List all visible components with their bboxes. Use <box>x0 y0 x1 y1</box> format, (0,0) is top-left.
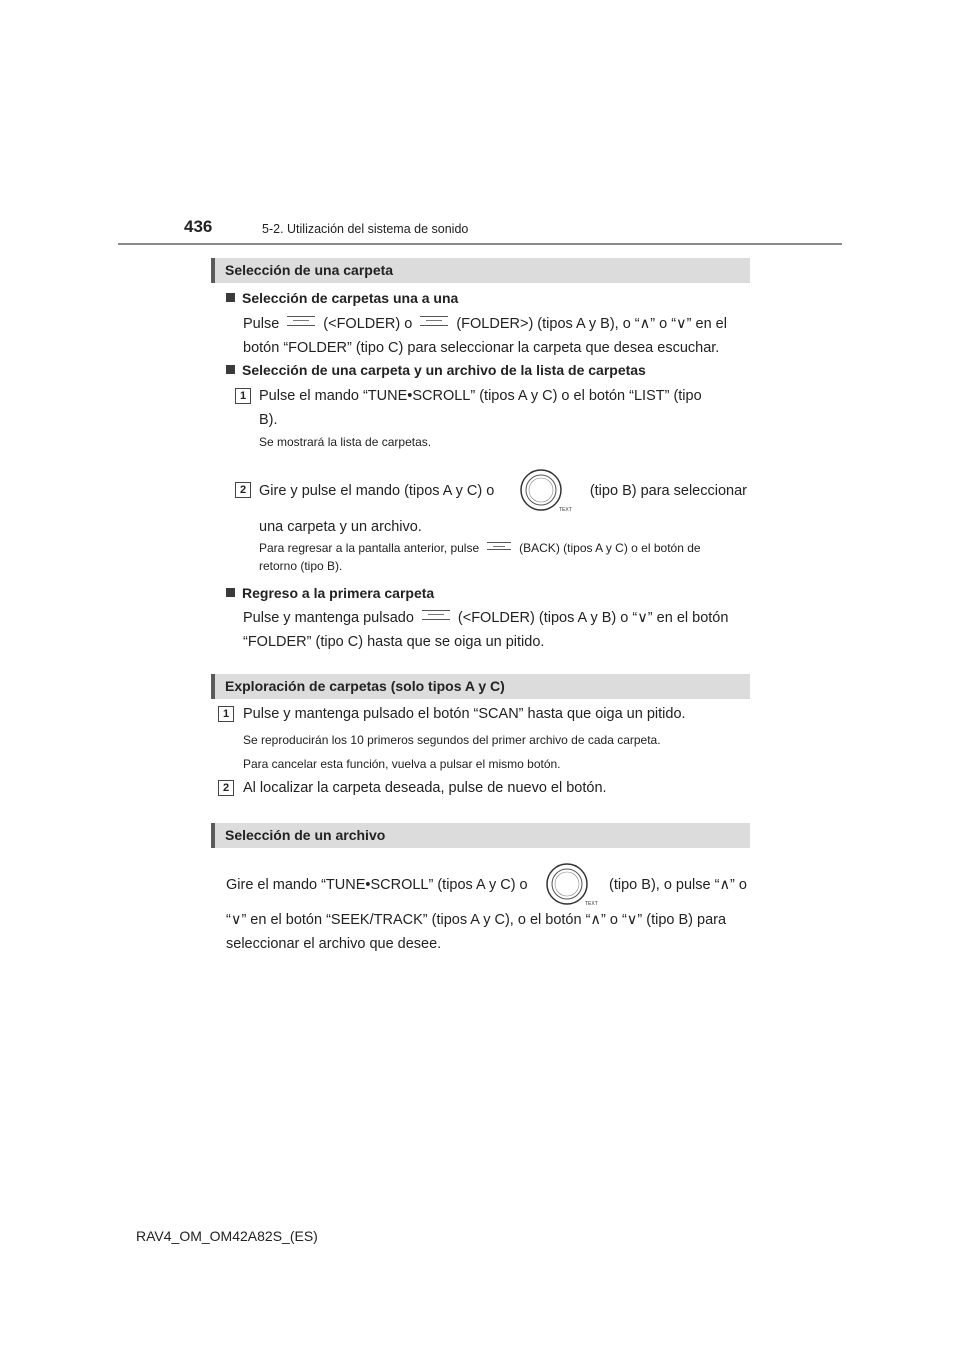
square-bullet-icon <box>226 293 235 302</box>
subheading-folder-one-by-one: Selección de carpetas una a una <box>226 290 458 306</box>
section-title: Selección de un archivo <box>225 827 386 843</box>
section-header-folder-select <box>211 258 750 283</box>
back-button-icon <box>487 542 511 550</box>
subheading-folder-list: Selección de una carpeta y un archivo de la lista de carpetas <box>226 362 646 378</box>
paragraph-folder-one-by-one: Pulse (<FOLDER) o (FOLDER>) (tipos A y B), o “∧” o “∨” en el botón “FOLDER” (tipo C) para seleccionar la carpeta que desea escuchar. <box>243 316 727 356</box>
square-bullet-icon <box>226 588 235 597</box>
header-rule <box>118 243 842 245</box>
step-1-note: Se mostrará la lista de carpetas. <box>259 435 432 449</box>
subheading-first-folder: Regreso a la primera carpeta <box>226 585 434 601</box>
knob-label: TEXT <box>559 507 572 513</box>
scan-step-1-text: Pulse y mantenga pulsado el botón “SCAN” hasta que oiga un pitido. <box>243 706 686 722</box>
step-2-text: Gire y pulse el mando (tipos A y C) o TEXT (tipo B) para seleccionar una carpeta y un archivo. <box>259 467 747 539</box>
folder-down-button-icon <box>422 610 450 620</box>
folder-down-button-icon <box>287 316 315 326</box>
section-title: Selección de una carpeta <box>225 262 394 278</box>
section-header-folder-scan <box>211 674 750 699</box>
paragraph-first-folder: Pulse y mantenga pulsado (<FOLDER) (tipos A y B) o “∨” en el botón “FOLDER” (tipo C) hasta que se oiga un pitido. <box>243 610 729 650</box>
page-number: 436 <box>184 217 213 236</box>
step-number-1: 1 <box>235 388 251 404</box>
step-number-1: 1 <box>218 706 234 722</box>
step-number-2: 2 <box>235 482 251 498</box>
scan-step-2-text: Al localizar la carpeta deseada, pulse de nuevo el botón. <box>243 780 607 796</box>
document-code: RAV4_OM_OM42A82S_(ES) <box>136 1228 318 1244</box>
chapter-title: 5-2. Utilización del sistema de sonido <box>262 222 469 236</box>
step-1-text: Pulse el mando “TUNE•SCROLL” (tipos A y C) o el botón “LIST” (tipo B). <box>259 388 702 428</box>
square-bullet-icon <box>226 365 235 374</box>
knob-label: TEXT <box>585 901 599 907</box>
file-select-paragraph: Gire el mando “TUNE•SCROLL” (tipos A y C) o TEXT (tipo B), o pulse “∧” o “∨” en el botón “SEEK/TRACK” (tipos A y C), o el botón “∧” o “∨” (tipo B) para seleccionar el archivo que desee. <box>226 860 747 956</box>
tune-knob-icon <box>517 467 572 515</box>
section-title: Exploración de carpetas (solo tipos A y C) <box>225 678 505 694</box>
folder-up-button-icon <box>420 316 448 326</box>
scan-step-1-notes: Se reproducirán los 10 primeros segundos del primer archivo de cada carpeta. Para cancelar esta función, vuelva a pulsar el mismo botón. <box>243 733 661 771</box>
step-2-note: Para regresar a la pantalla anterior, pulse (BACK) (tipos A y C) o el botón de retorno (tipo B). <box>259 541 701 573</box>
tune-knob-icon <box>543 861 599 909</box>
section-header-file-select <box>211 823 750 848</box>
step-number-2: 2 <box>218 780 234 796</box>
